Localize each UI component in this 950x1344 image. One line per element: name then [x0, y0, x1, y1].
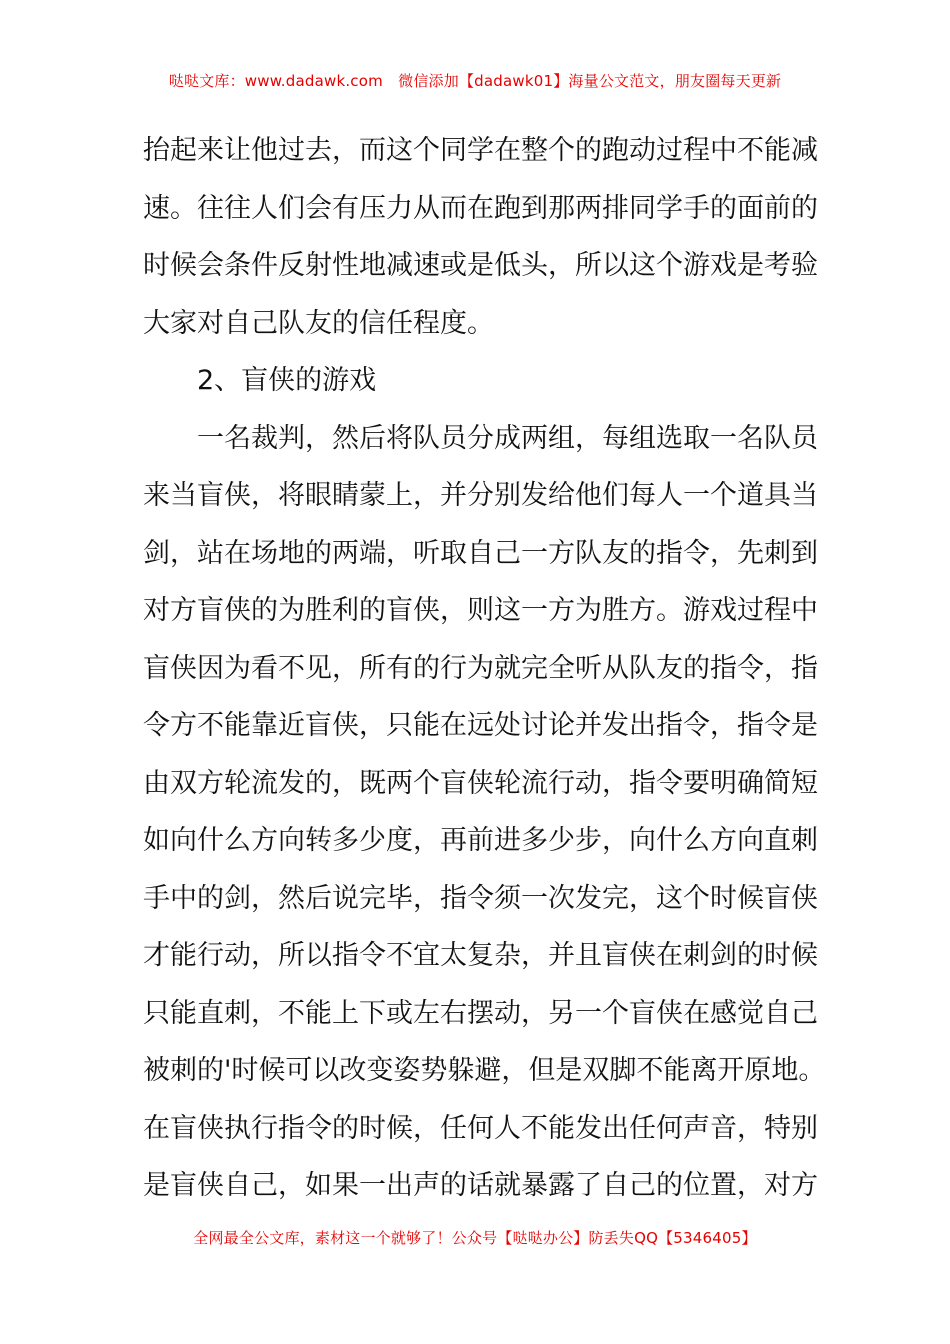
- text-line: 来当盲侠，将眼睛蒙上，并分别发给他们每人一个道具当: [143, 480, 818, 511]
- paragraph-1: [143, 122, 818, 352]
- header-watermark-text: 哒哒文库：www.dadawk.com 微信添加【dadawk01】海量公文范文，朋友圈每天更新: [168, 72, 782, 90]
- text-line: 剑，站在场地的两端，听取自己一方队友的指令，先刺到: [143, 537, 818, 569]
- footer-watermark-text: 全网最全公文库，素材这一个就够了！公众号【哒哒办公】防丢失QQ【5346405】: [193, 1229, 757, 1247]
- text-line: 手中的剑，然后说完毕，指令须一次发完，这个时候盲侠: [143, 882, 818, 914]
- section-heading: [143, 352, 808, 410]
- paragraph-2: [143, 410, 826, 1215]
- text-line: 速。往往人们会有压力从而在跑到那两排同学手的面前的: [143, 192, 818, 224]
- text-line: 如向什么方向转多少度，再前进多少步，向什么方向直刺: [143, 825, 818, 856]
- text-line: 只能直刺，不能上下或左右摆动，另一个盲侠在感觉自己: [143, 997, 818, 1029]
- text-line: 大家对自己队友的信任程度。: [143, 307, 494, 339]
- section-heading-text: 2、盲侠的游戏: [197, 365, 377, 396]
- text-line: 时候会条件反射性地减速或是低头，所以这个游戏是考验: [143, 250, 818, 281]
- text-line: 由双方轮流发的，既两个盲侠轮流行动，指令要明确简短: [143, 767, 818, 799]
- text-line: 对方盲侠的为胜利的盲侠，则这一方为胜方。游戏过程中: [143, 595, 818, 626]
- document-body: [143, 122, 826, 1215]
- text-line: 盲侠因为看不见，所有的行为就完全听从队友的指令，指: [143, 652, 818, 684]
- text-line: 在盲侠执行指令的时候，任何人不能发出任何声音，特别: [143, 1112, 818, 1144]
- text-line: 才能行动，所以指令不宜太复杂，并且盲侠在刺剑的时候: [143, 940, 818, 971]
- text-line: 令方不能靠近盲侠，只能在远处讨论并发出指令，指令是: [143, 710, 818, 741]
- text-line: 被刺的'时候可以改变姿势躲避，但是双脚不能离开原地。: [143, 1055, 826, 1086]
- text-line: 一名裁判，然后将队员分成两组，每组选取一名队员: [197, 422, 818, 454]
- text-line: 是盲侠自己，如果一出声的话就暴露了自己的位置，对方: [143, 1170, 818, 1201]
- text-line: 抬起来让他过去，而这个同学在整个的跑动过程中不能减: [143, 135, 818, 166]
